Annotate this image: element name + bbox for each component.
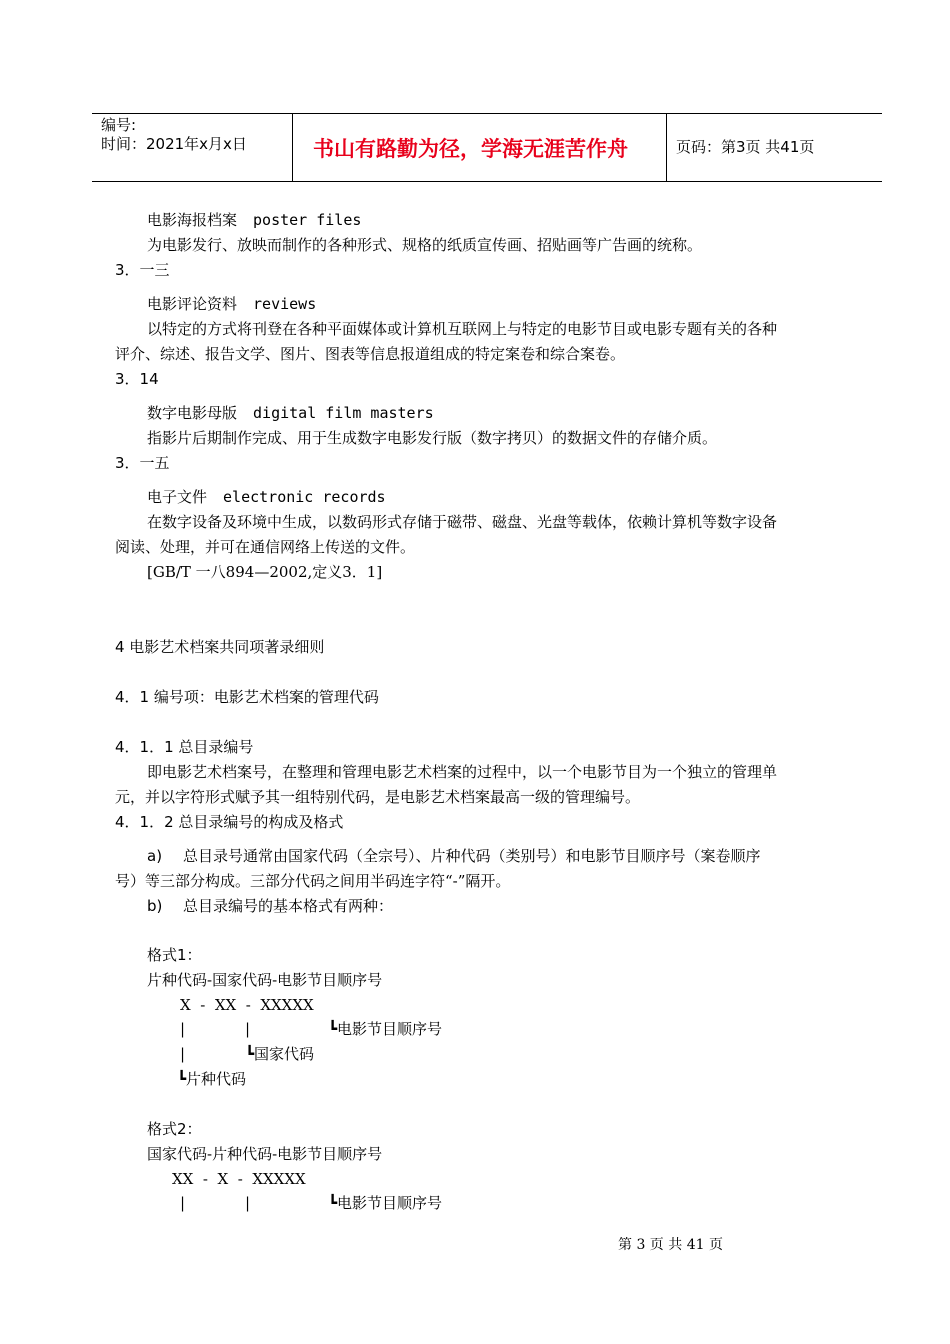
format-1-pipe-1: | <box>180 1020 186 1038</box>
definition-electronic-records-line1: 在数字设备及环境中生成，以数码形式存储于磁带、磁盘、光盘等载体，依赖计算机等数字设备 <box>147 513 778 531</box>
list-item-a-line2: 号）等三部分构成。三部分代码之间用半码连字符“-”隔开。 <box>115 872 511 890</box>
format-2-pipe-2: | <box>245 1194 251 1212</box>
section-4-1-1-heading: 4．1．1 总目录编号 <box>115 738 254 756</box>
term-cn: 数字电影母版 <box>147 404 238 422</box>
section-4-1-2-heading: 4．1．2 总目录编号的构成及格式 <box>115 813 344 831</box>
format-1-arrow-seq: ┗电影节目顺序号 <box>328 1020 443 1038</box>
definition-electronic-records-line2: 阅读、处理，并可在通信网络上传送的文件。 <box>115 538 416 556</box>
citation: [GB/T 一八894—2002,定义3．1] <box>147 563 383 581</box>
footer-page-number: 第 3 页 共 41 页 <box>618 1237 723 1253</box>
format-2-pattern: 国家代码-片种代码-电影节目顺序号 <box>147 1145 383 1163</box>
header-divider-left <box>292 113 293 181</box>
term-cn: 电影海报档案 <box>147 211 238 229</box>
definition-digital-film-masters: 指影片后期制作完成、用于生成数字电影发行版（数字拷贝）的数据文件的存储介质。 <box>147 429 718 447</box>
header-divider-right <box>666 113 667 181</box>
format-1-pipe-3: | <box>180 1045 186 1063</box>
term-cn: 电影评论资料 <box>147 295 238 313</box>
header-motto: 书山有路勤为径，学海无涯苦作舟 <box>313 137 628 161</box>
section-4-1-heading: 4．1 编号项：电影艺术档案的管理代码 <box>115 688 379 706</box>
definition-reviews-line2: 评介、综述、报告文学、图片、图表等信息报道组成的特定案卷和综合案卷。 <box>115 345 626 363</box>
list-item-b-label: b) <box>147 897 163 915</box>
header-number-label: 编号: <box>101 116 137 134</box>
section-4-heading: 4 电影艺术档案共同项著录细则 <box>115 638 325 656</box>
definition-poster-files: 为电影发行、放映而制作的各种形式、规格的纸质宣传画、招贴画等广告画的统称。 <box>147 236 703 254</box>
definition-reviews-line1: 以特定的方式将刊登在各种平面媒体或计算机互联网上与特定的电影节目或电影专题有关的各种 <box>147 320 778 338</box>
format-2-arrow-seq: ┗电影节目顺序号 <box>328 1194 443 1212</box>
format-1-code-row: X - XX - XXXXX <box>180 996 314 1014</box>
term-digital-film-masters <box>147 406 434 421</box>
format-1-title: 格式1： <box>147 946 202 964</box>
header-bottom-rule <box>92 181 882 182</box>
term-electronic-records <box>147 490 386 505</box>
section-4-1-1-line1: 即电影艺术档案号，在整理和管理电影艺术档案的过程中，以一个电影节目为一个独立的管理单 <box>147 763 778 781</box>
format-2-code-row: XX - X - XXXXX <box>172 1170 306 1188</box>
term-cn: 电子文件 <box>147 488 208 506</box>
format-1-arrow-country: ┗国家代码 <box>245 1045 315 1063</box>
entry-number: 3．14 <box>115 370 159 388</box>
entry-number: 3．一三 <box>115 261 170 279</box>
format-1-pipe-2: | <box>245 1020 251 1038</box>
term-en: poster files <box>253 211 362 229</box>
term-en: digital film masters <box>253 404 434 422</box>
term-en: reviews <box>253 295 317 313</box>
term-reviews <box>147 297 316 312</box>
format-1-arrow-type: ┗片种代码 <box>177 1070 247 1088</box>
format-2-title: 格式2： <box>147 1120 202 1138</box>
header-page-number: 页码：第3页 共41页 <box>676 138 815 156</box>
list-item-b-text: 总目录编号的基本格式有两种： <box>183 897 394 915</box>
format-1-pattern: 片种代码-国家代码-电影节目顺序号 <box>147 971 383 989</box>
header-top-rule <box>92 113 882 114</box>
entry-number: 3．一五 <box>115 454 170 472</box>
list-item-a-line1: 总目录号通常由国家代码（全宗号）、片种代码（类别号）和电影节目顺序号（案卷顺序 <box>183 847 761 865</box>
header-time: 时间：2021年x月x日 <box>101 135 247 153</box>
term-en: electronic records <box>223 488 386 506</box>
term-poster-files <box>147 213 361 228</box>
list-item-a-label: a) <box>147 847 163 865</box>
section-4-1-1-line2: 元，并以字符形式赋予其一组特别代码，是电影艺术档案最高一级的管理编号。 <box>115 788 641 806</box>
format-2-pipe-1: | <box>180 1194 186 1212</box>
